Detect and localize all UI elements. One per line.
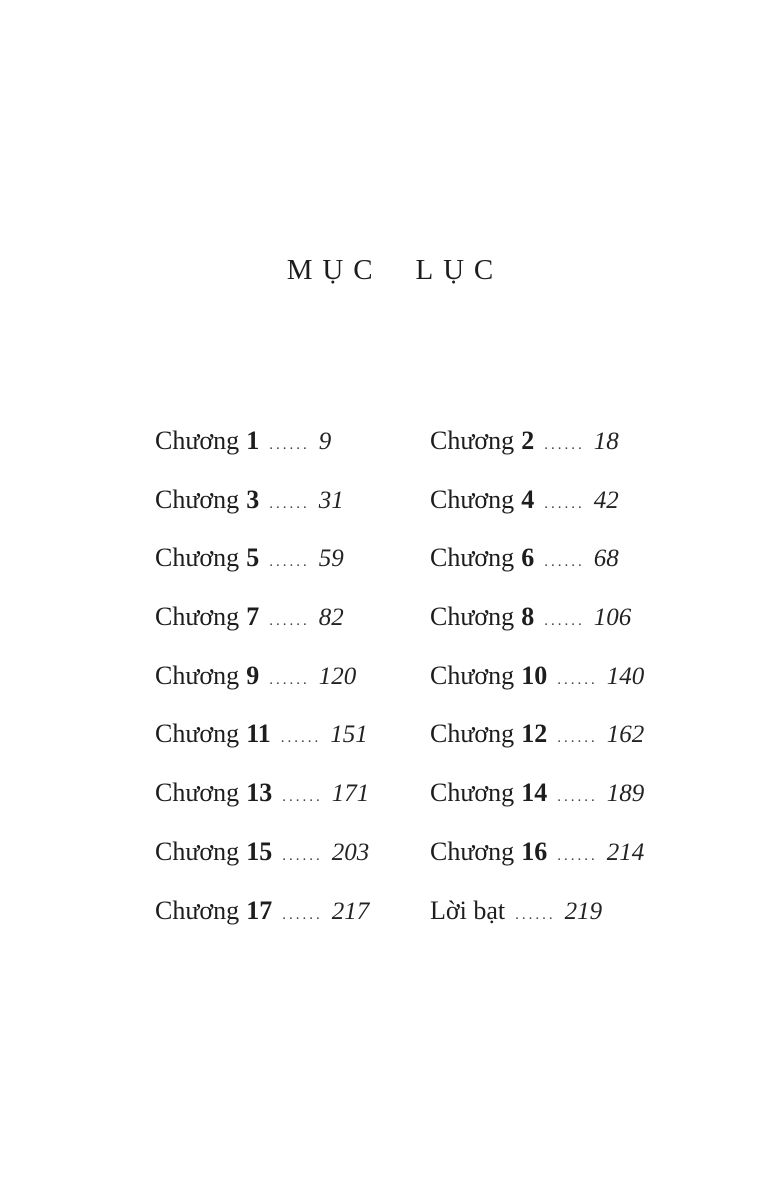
page-number: 189 <box>606 780 645 808</box>
chapter-label: Lời bạt <box>430 895 506 925</box>
toc-entry <box>430 824 735 883</box>
dot-leader: ...... <box>282 847 323 864</box>
chapter-label: Chương <box>155 778 240 808</box>
dot-leader: ...... <box>269 437 310 453</box>
chapter-label: Chương <box>430 602 515 632</box>
toc-entry <box>430 472 735 531</box>
toc-entry <box>430 765 735 824</box>
chapter-label: Chương <box>155 543 240 573</box>
chapter-number: 15 <box>246 836 273 866</box>
dot-leader: ...... <box>282 789 323 806</box>
dot-leader: ...... <box>557 847 598 864</box>
chapter-number: 6 <box>521 543 535 573</box>
toc-entry <box>430 589 735 648</box>
chapter-number: 9 <box>246 660 260 690</box>
toc-entry <box>430 413 735 472</box>
chapter-label: Chương <box>430 660 515 690</box>
chapter-label: Chương <box>155 719 240 749</box>
chapter-label: Chương <box>430 543 515 573</box>
page-number: 162 <box>606 721 645 749</box>
page-title: MỤC LỤC <box>286 254 504 286</box>
chapter-label: Chương <box>155 836 240 866</box>
chapter-number: 14 <box>521 778 548 808</box>
chapter-label: Chương <box>155 660 240 690</box>
page-number: 219 <box>564 897 603 925</box>
chapter-number: 12 <box>521 719 548 749</box>
table-of-contents <box>155 413 735 941</box>
chapter-number: 11 <box>246 719 271 749</box>
toc-entry <box>155 413 430 472</box>
chapter-number: 3 <box>246 484 260 514</box>
toc-column-right <box>430 413 735 941</box>
page-number: 42 <box>593 486 619 514</box>
toc-entry <box>430 530 735 589</box>
toc-entry <box>155 765 430 824</box>
dot-leader: ...... <box>269 613 310 630</box>
chapter-label: Chương <box>155 426 240 455</box>
dot-leader: ...... <box>544 495 585 512</box>
dot-leader: ...... <box>557 730 598 747</box>
page-number: 68 <box>593 545 619 573</box>
toc-entry <box>430 883 735 942</box>
page-number: 9 <box>318 428 332 455</box>
page-number: 217 <box>331 897 370 925</box>
chapter-label: Chương <box>430 778 515 808</box>
page-number: 82 <box>318 604 344 632</box>
chapter-number: 4 <box>521 484 535 514</box>
dot-leader: ...... <box>282 906 323 923</box>
toc-entry <box>155 824 430 883</box>
toc-entry <box>155 530 430 589</box>
dot-leader: ...... <box>544 613 585 630</box>
chapter-number: 2 <box>521 426 535 455</box>
dot-leader: ...... <box>515 906 556 923</box>
dot-leader: ...... <box>269 495 310 512</box>
toc-entry <box>430 706 735 765</box>
dot-leader: ...... <box>269 554 310 571</box>
chapter-number: 10 <box>521 660 548 690</box>
toc-entry <box>155 648 430 707</box>
chapter-number: 8 <box>521 602 535 632</box>
chapter-label: Chương <box>155 895 240 925</box>
chapter-label: Chương <box>155 484 240 514</box>
page-number: 59 <box>318 545 344 573</box>
toc-entry <box>155 589 430 648</box>
dot-leader: ...... <box>269 671 310 688</box>
chapter-number: 7 <box>246 602 260 632</box>
dot-leader: ...... <box>544 554 585 571</box>
chapter-label: Chương <box>430 836 515 866</box>
page-number: 203 <box>331 838 370 866</box>
chapter-number: 5 <box>246 543 260 573</box>
chapter-label: Chương <box>155 602 240 632</box>
chapter-number: 1 <box>246 426 260 455</box>
dot-leader: ...... <box>557 789 598 806</box>
chapter-number: 17 <box>246 895 273 925</box>
chapter-label: Chương <box>430 719 515 749</box>
page-number: 171 <box>331 780 370 808</box>
dot-leader: ...... <box>544 437 585 453</box>
page-number: 18 <box>593 428 619 455</box>
page-number: 140 <box>606 662 645 690</box>
toc-entry <box>155 472 430 531</box>
toc-entry <box>155 706 430 765</box>
page-number: 106 <box>593 604 632 632</box>
chapter-label: Chương <box>430 426 515 455</box>
page-number: 31 <box>318 486 344 514</box>
chapter-label: Chương <box>430 484 515 514</box>
page-number: 120 <box>318 662 357 690</box>
chapter-number: 13 <box>246 778 273 808</box>
page-number: 214 <box>606 838 645 866</box>
toc-column-left <box>155 413 430 941</box>
dot-leader: ...... <box>280 730 322 747</box>
dot-leader: ...... <box>557 671 598 688</box>
toc-entry <box>155 883 430 942</box>
page-number: 151 <box>330 721 368 749</box>
toc-entry <box>430 648 735 707</box>
chapter-number: 16 <box>521 836 548 866</box>
